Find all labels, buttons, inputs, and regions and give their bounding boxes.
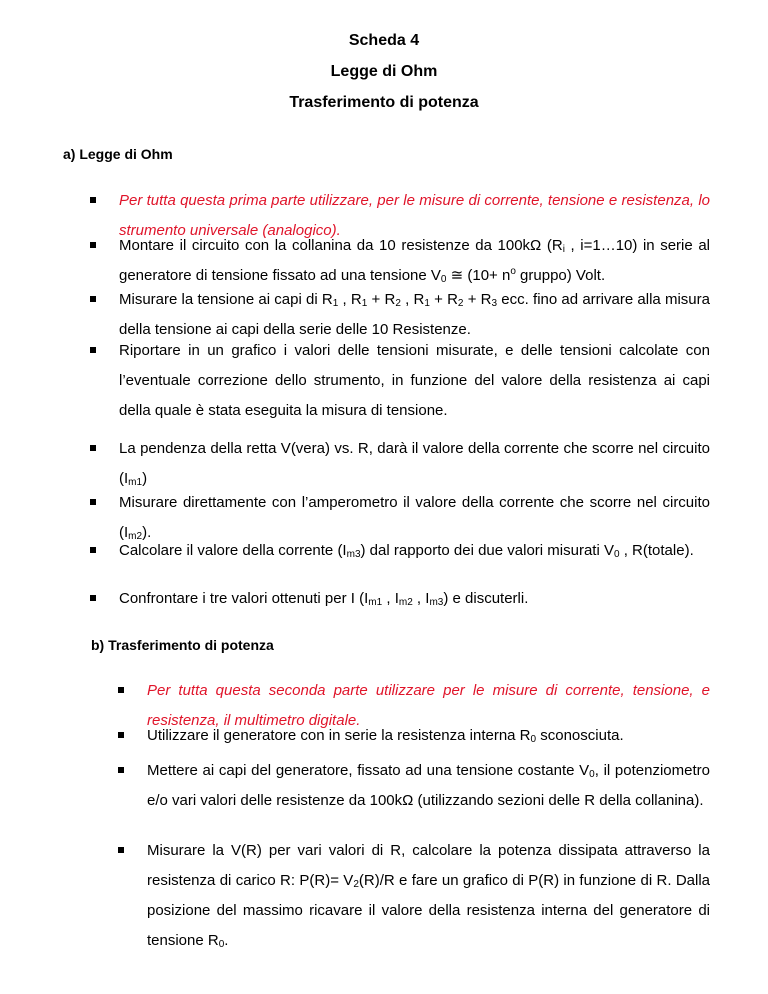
section-b-item-4: Misurare la V(R) per vari valori di R, calcolare la potenza dissipata attraverso la resistenza di carico R: $P(R)= V_2(R)/R$ e fare un grafico di P(R) in funzione di R. Dalla posizione del massimo ricavare il valore della resistenza interna del generatore di tensione $R_0$. (147, 836, 710, 956)
section-b-item-1: Per tutta questa seconda parte utilizzare per le misure di corrente, tensione, e resistenza, il multimetro digitale. (147, 676, 710, 736)
bullet-icon (118, 687, 124, 693)
bullet-icon (90, 242, 96, 248)
subtitle-ohm-law: Legge di Ohm (330, 63, 438, 80)
section-b-item-2: Utilizzare il generatore con in serie la resistenza interna $R_0$ sconosciuta. (147, 721, 710, 751)
section-a-item-5: La pendenza della retta V(vera) vs. R, darà il valore della corrente che scorre nel circuito $(I_{m1})$ (119, 434, 710, 494)
bullet-icon (90, 445, 96, 451)
bullet-icon (90, 547, 96, 553)
document-title: Scheda 4 (348, 32, 420, 49)
section-a-item-2: Montare il circuito con la collanina da 10 resistenze da 100kΩ ($R_i$ , i=1…10) in serie al generatore di tensione fissato ad una tensione $V_0$ ≅ ($10+ n^o$ gruppo) Volt. (119, 231, 710, 291)
bullet-icon (118, 767, 124, 773)
section-a-item-8: Confrontare i tre valori ottenuti per I ($I_{m1}$ , $I_{m2}$ , $I_{m3}$) e discuterli. (119, 584, 710, 614)
bullet-icon (90, 595, 96, 601)
section-a-item-7: Calcolare il valore della corrente $(I_{m3})$ dal rapporto dei due valori misurati $V_0$ , R(totale). (119, 536, 710, 566)
section-b-heading: b) Trasferimento di potenza (91, 637, 274, 653)
section-a-item-6: Misurare direttamente con l’amperometro il valore della corrente che scorre nel circuito $(I_{m2})$. (119, 488, 710, 548)
subtitle-power-transfer: Trasferimento di potenza (289, 94, 479, 111)
bullet-icon (90, 197, 96, 203)
section-a-item-4: Riportare in un grafico i valori delle tensioni misurate, e delle tensioni calcolate con l’eventuale correzione dello strumento, in funzione del valore della resistenza ai capi della quale è stata eseguita la misura di tensione. (119, 336, 710, 426)
bullet-icon (90, 499, 96, 505)
bullet-icon (90, 347, 96, 353)
bullet-icon (118, 732, 124, 738)
section-b-item-3: Mettere ai capi del generatore, fissato ad una tensione costante $V_0$, il potenziometro e/o vari valori delle resistenze da 100kΩ (utilizzando sezioni delle R della collanina). (147, 756, 710, 816)
section-a-item-3: Misurare la tensione ai capi di $R_1$ , $R_1 + R_2$ , $R_1 + R_2 + R_3$ ecc. fino ad arrivare alla misura della tensione ai capi della serie delle 10 Resistenze. (119, 285, 710, 345)
bullet-icon (118, 847, 124, 853)
section-a-heading: a) Legge di Ohm (63, 146, 173, 162)
bullet-icon (90, 296, 96, 302)
section-a-item-1: Per tutta questa prima parte utilizzare, per le misure di corrente, tensione e resistenza, lo strumento universale (analogico). (119, 186, 710, 246)
